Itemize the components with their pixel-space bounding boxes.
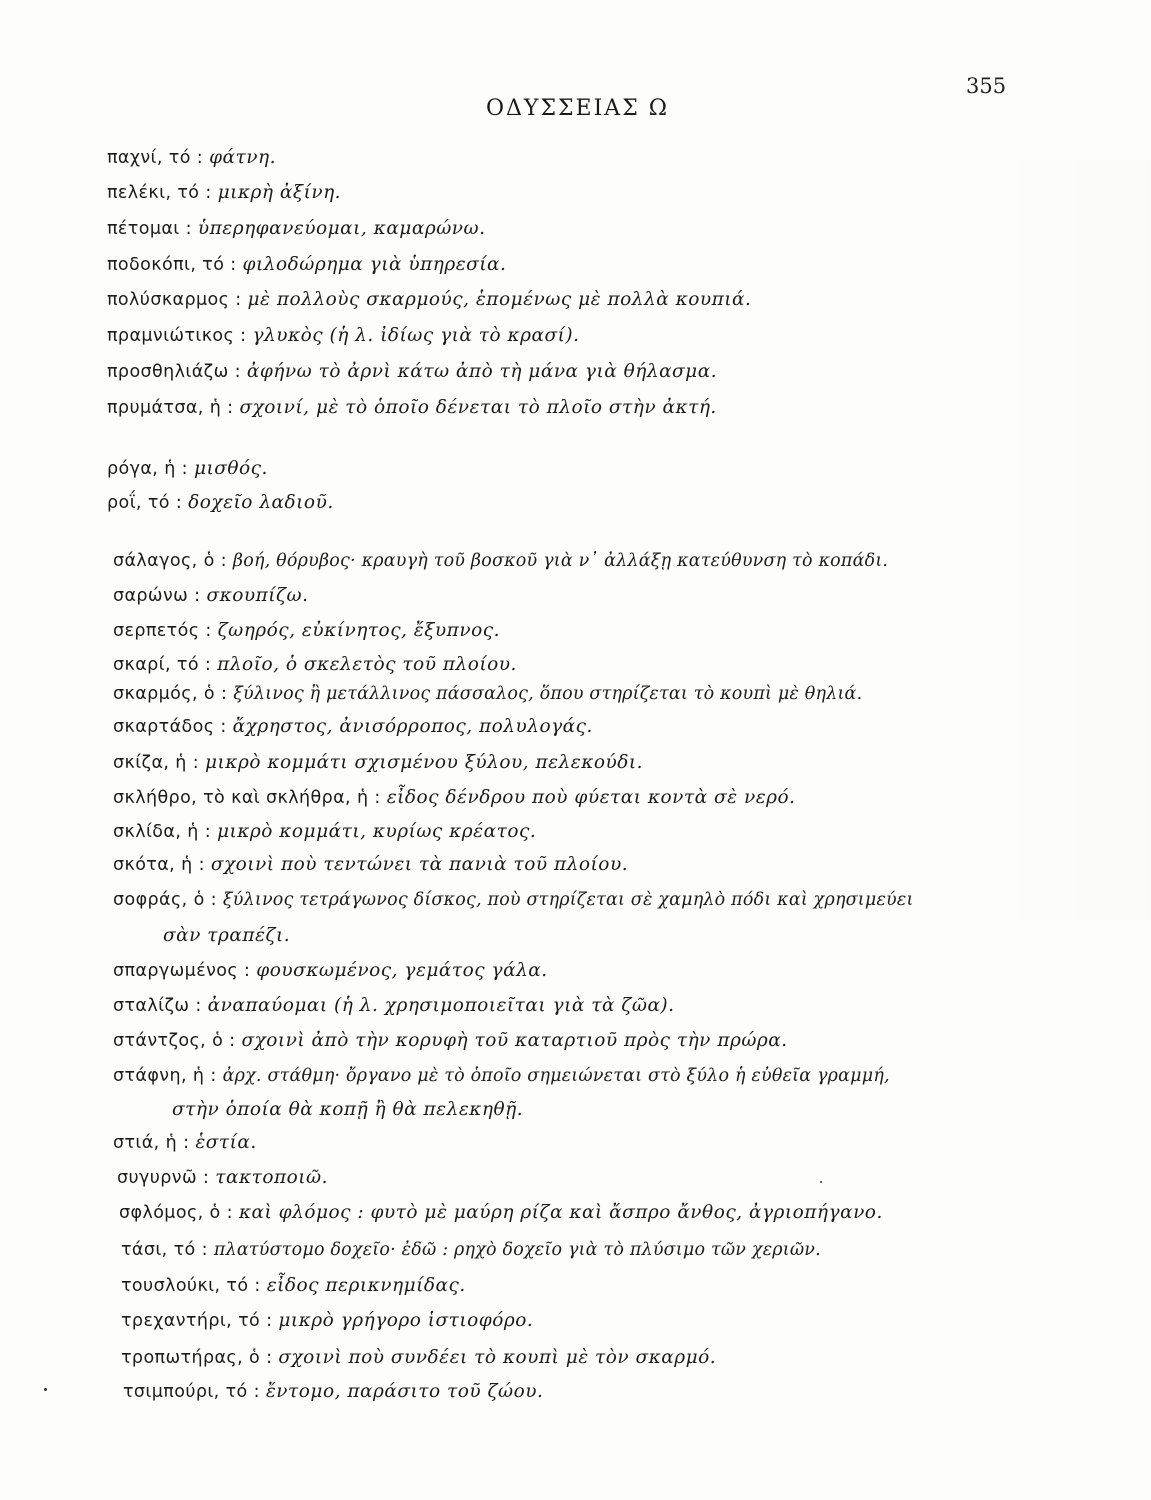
entry-term: σπαργωμένος : xyxy=(113,961,257,981)
glossary-entry xyxy=(113,620,500,641)
entry-term: τσιμπούρι, τό : xyxy=(123,1382,266,1402)
scan-speck xyxy=(44,1388,47,1391)
glossary-entry xyxy=(113,752,643,773)
entry-term: τροπωτήρας, ὁ : xyxy=(121,1348,279,1368)
entry-definition: σχοινὶ ποὺ συνδέει τὸ κουπὶ μὲ τὸν σκαρμό. xyxy=(278,1347,717,1368)
glossary-entry xyxy=(113,585,309,606)
page-number: 355 xyxy=(966,74,1007,98)
glossary-entry xyxy=(107,458,268,479)
entry-term: σοφράς, ὁ : xyxy=(113,890,223,910)
entry-definition: μικρὸ γρήγορο ἱστιοφόρο. xyxy=(278,1310,534,1331)
entry-term: προσθηλιάζω : xyxy=(107,362,247,382)
glossary-entry xyxy=(113,551,888,571)
entry-definition: σκουπίζω. xyxy=(206,585,309,606)
entry-term: σκίζα, ἡ : xyxy=(113,753,206,773)
glossary-entry xyxy=(113,716,593,737)
entry-term: σάλαγος, ὁ : xyxy=(113,551,233,571)
glossary-entry xyxy=(121,1347,716,1368)
entry-definition: ἀρχ. στάθμη· ὄργανο μὲ τὸ ὁποῖο σημειώνεται στὸ ξύλο ἡ εὐθεῖα γραμμή, xyxy=(222,1066,890,1086)
entry-term: σαρώνω : xyxy=(113,586,207,606)
glossary-entry xyxy=(113,960,548,981)
scan-speck xyxy=(820,1181,822,1183)
entry-term: στάντζος, ὁ : xyxy=(113,1031,242,1051)
entry-definition: ξύλινος τετράγωνος δίσκος, ποὺ στηρίζεται σὲ χαμηλὸ πόδι καὶ χρησιμεύει xyxy=(222,890,914,910)
glossary-entry xyxy=(113,684,862,704)
entry-definition: εἶδος περικνημίδας. xyxy=(266,1275,466,1296)
entry-definition: καὶ φλόμος : φυτὸ μὲ μαύρη ρίζα καὶ ἄσπρο ἄνθος, ἀγριοπήγανο. xyxy=(238,1202,883,1223)
entry-continuation: στὴν ὁποία θὰ κοπῇ ἢ θὰ πελεκηθῇ. xyxy=(172,1099,524,1120)
glossary-entry xyxy=(113,787,796,808)
entry-definition: ζωηρός, εὐκίνητος, ἔξυπνος. xyxy=(217,620,500,641)
entry-definition: ἔντομο, παράσιτο τοῦ ζώου. xyxy=(265,1381,544,1402)
entry-definition: εἶδος δένδρου ποὺ φύεται κοντὰ σὲ νερό. xyxy=(386,787,796,808)
entry-definition: μισθός. xyxy=(193,458,268,479)
entry-definition: φάτνη. xyxy=(209,147,276,168)
glossary-entry xyxy=(117,1167,328,1188)
entry-definition: πλατύστομο δοχεῖο· ἐδῶ : ρηχὸ δοχεῖο γιὰ τὸ πλύσιμο τῶν χεριῶν. xyxy=(213,1240,821,1260)
entry-definition: μικρὸ κομμάτι, κυρίως κρέατος. xyxy=(216,821,537,842)
entry-definition: πλοῖο, ὁ σκελετὸς τοῦ πλοίου. xyxy=(217,654,517,675)
entry-definition: ξύλινος ἢ μετάλλινος πάσσαλος, ὅπου στηρίζεται τὸ κουπὶ μὲ θηλιά. xyxy=(233,684,863,704)
running-title: ΟΔΥΣΣΕΙΑΣ Ω xyxy=(486,96,669,121)
entry-definition: ἀφήνω τὸ ἀρνὶ κάτω ἀπὸ τὴ μάνα γιὰ θήλασμα. xyxy=(246,361,718,382)
entry-definition: σχοινὶ ποὺ τεντώνει τὰ πανιὰ τοῦ πλοίου. xyxy=(210,854,629,875)
glossary-entry xyxy=(107,325,580,346)
entry-term: πελέκι, τό : xyxy=(107,183,218,203)
glossary-entry xyxy=(107,182,341,203)
entry-term: ποδοκόπι, τό : xyxy=(107,255,243,275)
entry-term: σκλήθρο, τὸ καὶ σκλήθρα, ἡ : xyxy=(113,788,387,808)
glossary-entry xyxy=(113,1132,257,1153)
entry-term: στάφνη, ἡ : xyxy=(113,1066,223,1086)
glossary-entry xyxy=(107,361,717,382)
glossary-entry xyxy=(113,821,536,842)
glossary-entry xyxy=(113,654,517,675)
glossary-entry xyxy=(123,1381,543,1402)
entry-definition: μὲ πολλοὺς σκαρμούς, ἑπομένως μὲ πολλὰ κουπιά. xyxy=(247,289,752,310)
entry-term: τουσλούκι, τό : xyxy=(121,1276,267,1296)
entry-definition: βοή, θόρυβος· κραυγὴ τοῦ βοσκοῦ γιὰ ν᾽ ἀλλάξῃ κατεύθυνση τὸ κοπάδι. xyxy=(232,551,889,571)
entry-definition: ὑπερηφανεύομαι, καμαρώνω. xyxy=(197,218,486,239)
entry-term: στιά, ἡ : xyxy=(113,1133,196,1153)
entry-term: σταλίζω : xyxy=(113,996,208,1016)
entry-term: τάσι, τό : xyxy=(121,1240,214,1260)
entry-definition: σχοινὶ ἀπὸ τὴν κορυφὴ τοῦ καταρτιοῦ πρὸς τὴν πρώρα. xyxy=(241,1030,788,1051)
entry-definition: γλυκὸς (ἡ λ. ἰδίως γιὰ τὸ κρασί). xyxy=(252,325,580,346)
entry-definition: μικρὴ ἀξίνη. xyxy=(217,182,342,203)
entry-term: ρόγα, ἡ : xyxy=(107,459,194,479)
entry-term: πρυμάτσα, ἡ : xyxy=(107,398,240,418)
entry-definition: δοχεῖο λαδιοῦ. xyxy=(188,492,334,513)
glossary-entry xyxy=(113,854,628,875)
glossary-entry xyxy=(107,147,276,168)
entry-term: παχνί, τό : xyxy=(107,148,210,168)
entry-term: σφλόμος, ὁ : xyxy=(119,1203,239,1223)
glossary-entry xyxy=(113,1030,788,1051)
entry-term: πολύσκαρμος : xyxy=(107,290,248,310)
glossary-entry xyxy=(107,289,751,310)
glossary-entry xyxy=(107,492,334,513)
glossary-entry xyxy=(121,1240,821,1260)
glossary-entry xyxy=(113,995,675,1016)
entry-definition: ἄχρηστος, ἀνισόρροπος, πολυλογάς. xyxy=(232,716,593,737)
glossary-entry xyxy=(121,1275,466,1296)
glossary-entry xyxy=(107,218,486,239)
entry-term: σκαρμός, ὁ : xyxy=(113,684,234,704)
entry-definition: μικρὸ κομμάτι σχισμένου ξύλου, πελεκούδι. xyxy=(205,752,644,773)
entry-term: ροΐ, τό : xyxy=(107,493,189,513)
entry-term: σκαρί, τό : xyxy=(113,655,218,675)
entry-term: συγυρνῶ : xyxy=(117,1168,216,1188)
entry-definition: σχοινί, μὲ τὸ ὁποῖο δένεται τὸ πλοῖο στὴν ἀκτή. xyxy=(239,397,717,418)
entry-definition: τακτοποιῶ. xyxy=(215,1167,329,1188)
entry-definition: ἀναπαύομαι (ἡ λ. χρησιμοποιεῖται γιὰ τὰ ζῶα). xyxy=(207,995,675,1016)
glossary-entry xyxy=(121,1310,533,1331)
glossary-entry xyxy=(113,1066,890,1086)
entry-definition: φουσκωμένος, γεμάτος γάλα. xyxy=(256,960,548,981)
entry-term: σερπετός : xyxy=(113,621,218,641)
entry-term: σκότα, ἡ : xyxy=(113,855,211,875)
entry-term: σκλίδα, ἡ : xyxy=(113,822,217,842)
entry-definition: φιλοδώρημα γιὰ ὑπηρεσία. xyxy=(242,254,507,275)
entry-term: σκαρτάδος : xyxy=(113,717,233,737)
entry-definition: ἑστία. xyxy=(195,1132,257,1153)
glossary-entry xyxy=(113,890,914,910)
glossary-entry xyxy=(119,1202,883,1223)
glossary-entry xyxy=(107,397,717,418)
glossary-entry xyxy=(107,254,506,275)
entry-term: τρεχαντήρι, τό : xyxy=(121,1311,279,1331)
entry-term: πέτομαι : xyxy=(107,219,198,239)
entry-term: πραμνιώτικος : xyxy=(107,326,253,346)
entry-continuation: σὰν τραπέζι. xyxy=(163,925,291,946)
